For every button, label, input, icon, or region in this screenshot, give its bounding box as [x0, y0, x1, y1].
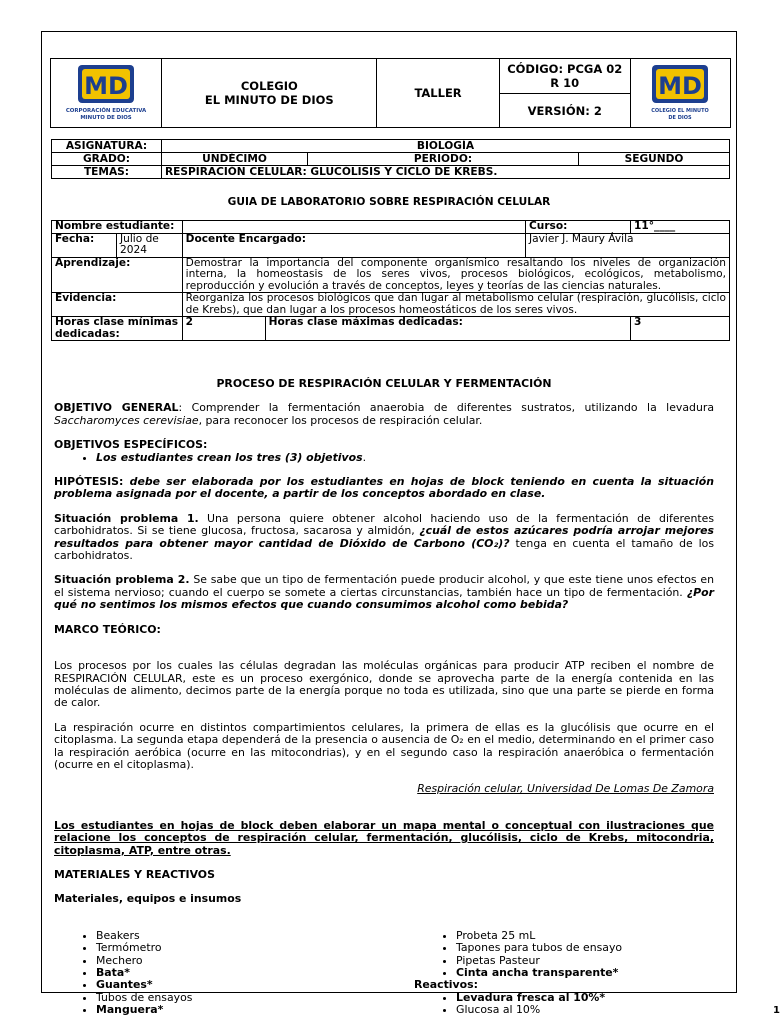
fecha-label: Fecha: [52, 233, 117, 257]
page-frame [41, 31, 780, 1017]
docente-label: Docente Encargado: [182, 233, 525, 257]
grado-label: GRADO: [52, 153, 162, 166]
page-number: 1 [773, 1005, 780, 1016]
marco-teorico-p2: La respiración ocurre en distintos compartimientos celulares, la primera de ellas es la glucólisis que ocurre en el citoplasma. La segunda etapa dependerá de la presencia o ausencia de O₂ en el medio, determinando en el primer caso la respiración aeróbica (ocurre en las mitocondrias), y en el segundo caso la respiración anaeróbica o fermentación (ocurre en el citoplasma). [54, 720, 714, 771]
nombre-value[interactable] [182, 221, 525, 234]
reactivos-label: Reactivos: [414, 978, 478, 992]
asignatura-value: BIOLOGÍA [162, 140, 730, 153]
list-item: • Mechero [96, 955, 414, 967]
doc-code: CÓDIGO: PCGA 02 R 10 [499, 59, 630, 94]
guide-title: GUIA DE LABORATORIO SOBRE RESPIRACIÓN CELULAR [227, 196, 551, 208]
doc-version: VERSIÓN: 2 [499, 94, 630, 128]
list-item: • Cinta ancha transparente* [456, 967, 714, 979]
list-item: • Los estudiantes crean los tres (3) objetivos. [96, 452, 714, 464]
school-logo-right [645, 63, 715, 123]
curso-label: Curso: [526, 221, 631, 234]
school-logo-left [65, 63, 147, 123]
marco-teorico-label: MARCO TEÓRICO: [54, 622, 161, 636]
document-body [54, 378, 714, 1017]
objetivos-especificos-label: OBJETIVOS ESPECÍFICOS: [54, 438, 208, 452]
list-item: • Tapones para tubos de ensayo [456, 942, 714, 954]
school-name-line1: COLEGIO [240, 79, 298, 93]
list-item: • Tubos de ensayos [96, 992, 414, 1004]
materiales-subtitle: Materiales, equipos e insumos [54, 892, 242, 906]
reference: Respiración celular, Universidad De Lomas De Zamora [417, 782, 714, 796]
school-name-line2: EL MINUTO DE DIOS [204, 93, 334, 107]
svg-text:CORPORACIÓN EDUCATIVA: CORPORACIÓN EDUCATIVA [65, 108, 147, 114]
marco-teorico-p1: Los procesos por los cuales las células degradan las moléculas orgánicas para producir ATP reciben el nombre de RESPIRACIÓN CELULAR, este es un proceso exergónico, donde se aprovecha parte de la energía contenida en las moléculas de alimento, decimos parte de la energía porque no toda es utilizada, sino que una parte se pierde en forma de calor. [54, 659, 714, 710]
reactivos-list [414, 992, 714, 1017]
course-info-table [51, 139, 730, 179]
section-title: PROCESO DE RESPIRACIÓN CELULAR Y FERMENTACIÓN [216, 377, 552, 390]
materials-list-left [54, 930, 414, 1017]
logo-right-cell [630, 59, 730, 128]
logo-left-cell [51, 59, 162, 128]
periodo-label: PERIODO: [308, 153, 579, 166]
objetivo-general: OBJETIVO GENERAL: Comprender la fermentación anaerobia de diferentes sustratos, utilizando la levadura Saccharomyces cerevisiae, para reconocer los procesos de respiración celular. [54, 401, 714, 427]
svg-text:DE DIOS: DE DIOS [668, 115, 692, 121]
horas-max-label: Horas clase máximas dedicadas: [265, 317, 630, 341]
situacion-problema-2: Situación problema 2. Se sabe que un tipo de fermentación puede producir alcohol, y que este tiene unos efectos en el sistema nervioso; cuando el cuerpo se somete a ciertas circunstancias, también hace un tipo de fermentación. ¿Por qué no sentimos los mismos efectos que cuando consumimos alcohol como bebida? [54, 573, 714, 612]
header-table [50, 58, 731, 128]
list-item: • Probeta 25 mL [456, 930, 714, 942]
list-item: • Manguera* [96, 1004, 414, 1016]
temas-value: RESPIRACIÓN CELULAR: GLUCÓLISIS Y CICLO DE KREBS. [162, 166, 730, 179]
instruction: Los estudiantes en hojas de block deben elaborar un mapa mental o conceptual con ilustraciones que relacione los conceptos de respiración celular, fermentación, glucólisis, ciclo de Krebs, mitocondria, citoplasma, ATP, entre otras. [54, 818, 714, 857]
list-item: • Glucosa al 10% [456, 1004, 714, 1016]
list-item: • Guantes* [96, 979, 414, 991]
hipotesis: HIPÓTESIS: debe ser elaborada por los estudiantes en hojas de block teniendo en cuenta la situación problema asignada por el docente, a partir de los conceptos abordado en clase. [54, 475, 714, 501]
list-item: • Termómetro [96, 942, 414, 954]
materiales-title: MATERIALES Y REACTIVOS [54, 867, 215, 881]
asignatura-label: ASIGNATURA: [52, 140, 162, 153]
docente-value: Javier J. Maury Ávila [526, 233, 730, 257]
list-item: • Beakers [96, 930, 414, 942]
logo-left-text: MD [84, 72, 128, 100]
list-item: • Pipetas Pasteur [456, 955, 714, 967]
horas-min-value: 2 [182, 317, 265, 341]
doc-type-cell: TALLER [377, 59, 499, 128]
aprendizaje-label: Aprendizaje: [52, 257, 183, 293]
evidencia-value: Reorganiza los procesos biológicos que dan lugar al metabolismo celular (respiración, glucólisis, ciclo de Krebs), que dan lugar a los procesos homeostáticos de los seres vivos. [182, 293, 729, 317]
materials-columns [54, 930, 714, 1017]
evidencia-label: Evidencia: [52, 293, 183, 317]
curso-value[interactable]: 11°____ [631, 221, 730, 234]
horas-max-value: 3 [631, 317, 730, 341]
fecha-value: Julio de 2024 [117, 233, 183, 257]
materials-list-right [414, 930, 714, 980]
situacion-problema-1: Situación problema 1. Una persona quiere obtener alcohol haciendo uso de la fermentación de diferentes carbohidratos. Si se tiene glucosa, fructosa, sacarosa y almidón, ¿cuál de estos azúcares podría arrojar mejores resultados para obtener mayor cantidad de Dióxido de Carbono (CO₂)? tenga en cuenta el tamaño de los carbohidratos. [54, 511, 714, 563]
list-item: • Levadura fresca al 10%* [456, 992, 714, 1004]
grado-value: UNDÉCIMO [162, 153, 308, 166]
nombre-label: Nombre estudiante: [52, 221, 183, 234]
list-item: • Bata* [96, 967, 414, 979]
school-name-cell [162, 59, 377, 128]
horas-min-label: Horas clase mínimas dedicadas: [52, 317, 183, 341]
svg-text:MINUTO DE DIOS: MINUTO DE DIOS [80, 115, 132, 121]
aprendizaje-value: Demostrar la importancia del componente organísmico resaltando los niveles de organización interna, la homeostasis de los seres vivos, procesos biológicos, ecológicos, metabolismo, reproducción y evolución a través de conceptos, leyes y teorías de las ciencias naturales. [182, 257, 729, 293]
logo-right-text: MD [658, 72, 703, 100]
temas-label: TEMAS: [52, 166, 162, 179]
periodo-value: SEGUNDO [579, 153, 730, 166]
svg-text:COLEGIO EL MINUTO: COLEGIO EL MINUTO [651, 108, 710, 114]
objetivos-especificos-list [54, 452, 714, 464]
student-info-table [51, 220, 730, 341]
